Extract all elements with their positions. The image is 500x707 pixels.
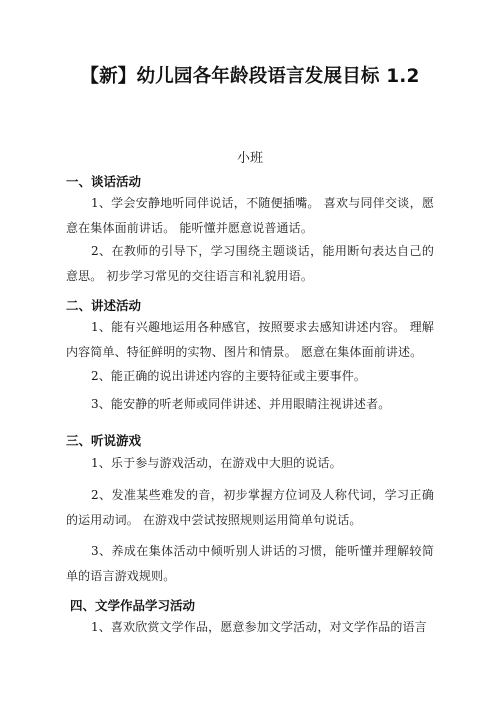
paragraph: 1、喜欢欣赏文学作品，愿意参加文学活动，对文学作品的语言 (91, 620, 427, 634)
section-heading: 二、讲述活动 (66, 298, 142, 313)
section-heading: 一、谈话活动 (66, 174, 142, 189)
paragraph: 2、在教师的引导下，学习围绕主题谈话，能用断句表达自己的意思。 初步学习常见的交往语言和礼貌用语。 (66, 244, 434, 283)
paragraph: 1、学会安静地听同伴说话，不随便插嘴。 喜欢与同伴交谈，愿意在集体面前讲话。 能听懂并愿意说普通话。 (66, 196, 434, 235)
section-heading: 四、文学作品学习活动 (70, 598, 196, 613)
paragraph: 2、能正确的说出讲述内容的主要特征或主要事件。 (91, 369, 367, 383)
section-subtitle: 小班 (236, 151, 263, 166)
paragraph: 1、乐于参与游戏活动，在游戏中大胆的说话。 (91, 456, 342, 470)
paragraph: 1、能有兴趣地运用各种感官，按照要求去感知讲述内容。 理解内容简单、特征鲜明的实物、图片和情景。 愿意在集体面前讲述。 (66, 320, 434, 359)
section-heading: 三、听说游戏 (66, 433, 142, 448)
paragraph: 3、养成在集体活动中倾听别人讲话的习惯，能听懂并理解较简单的语言游戏规则。 (66, 544, 434, 583)
document-title: 【新】幼儿园各年龄段语言发展目标 1.2 (80, 66, 420, 87)
paragraph: 3、能安静的听老师或同伴讲述、并用眼睛注视讲述者。 (91, 397, 391, 411)
paragraph: 2、发准某些难发的音，初步掌握方位词及人称代词，学习正确的运用动词。 在游戏中尝试按照规则运用简单句说话。 (66, 488, 434, 527)
